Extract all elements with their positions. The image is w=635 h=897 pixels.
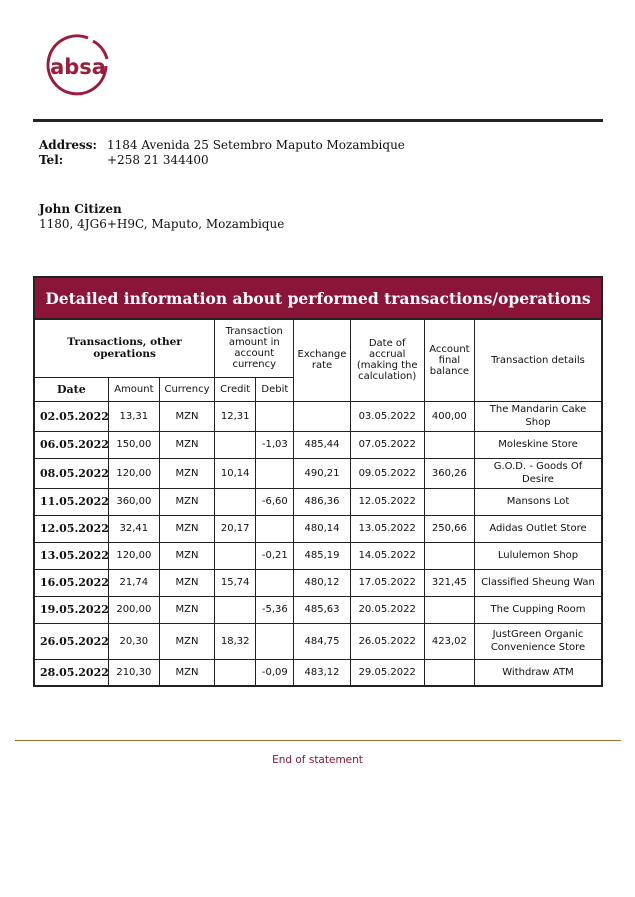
row-detail: The Cupping Room <box>475 596 603 623</box>
row-balance: 423,02 <box>424 623 474 659</box>
row-credit <box>215 431 256 458</box>
row-accrual-date: 29.05.2022 <box>350 659 424 686</box>
row-exchange-rate: 480,12 <box>294 569 350 596</box>
row-currency: MZN <box>159 401 214 431</box>
row-exchange-rate: 484,75 <box>294 623 350 659</box>
absa-logo-mark <box>44 32 112 100</box>
row-amount: 120,00 <box>108 458 159 488</box>
final-balance-header: Account final balance <box>424 319 474 401</box>
row-amount: 200,00 <box>108 596 159 623</box>
row-amount: 210,30 <box>108 659 159 686</box>
logo-wordmark: absa <box>50 55 106 79</box>
row-amount: 360,00 <box>108 488 159 515</box>
row-accrual-date: 12.05.2022 <box>350 488 424 515</box>
row-amount: 20,30 <box>108 623 159 659</box>
row-accrual-date: 07.05.2022 <box>350 431 424 458</box>
row-debit: -0,09 <box>256 659 294 686</box>
row-date: 06.05.2022 <box>34 431 108 458</box>
row-amount: 120,00 <box>108 542 159 569</box>
row-accrual-date: 09.05.2022 <box>350 458 424 488</box>
row-exchange-rate: 490,21 <box>294 458 350 488</box>
row-amount: 13,31 <box>108 401 159 431</box>
customer-info <box>39 202 284 232</box>
row-balance: 360,26 <box>424 458 474 488</box>
row-detail: Moleskine Store <box>475 431 603 458</box>
row-detail: Classified Sheung Wan <box>475 569 603 596</box>
bank-address: 1184 Avenida 25 Setembro Maputo Mozambique <box>107 138 405 152</box>
row-exchange-rate: 486,36 <box>294 488 350 515</box>
bank-phone: +258 21 344400 <box>107 153 209 167</box>
row-exchange-rate: 480,14 <box>294 515 350 542</box>
row-exchange-rate: 485,44 <box>294 431 350 458</box>
accrual-header: Date of accrual (making the calculation) <box>350 319 424 401</box>
table-row <box>34 515 602 542</box>
row-exchange-rate: 483,12 <box>294 659 350 686</box>
currency-header: Currency <box>159 377 214 401</box>
transactions-section <box>33 276 603 687</box>
row-date: 12.05.2022 <box>34 515 108 542</box>
row-date: 11.05.2022 <box>34 488 108 515</box>
row-accrual-date: 14.05.2022 <box>350 542 424 569</box>
row-detail: Lululemon Shop <box>475 542 603 569</box>
row-balance <box>424 659 474 686</box>
row-balance: 400,00 <box>424 401 474 431</box>
row-accrual-date: 13.05.2022 <box>350 515 424 542</box>
row-accrual-date: 17.05.2022 <box>350 569 424 596</box>
row-debit: -6,60 <box>256 488 294 515</box>
row-detail: G.O.D. - Goods Of Desire <box>475 458 603 488</box>
row-currency: MZN <box>159 515 214 542</box>
address-label: Address: <box>39 138 97 152</box>
customer-name: John Citizen <box>39 202 122 216</box>
row-currency: MZN <box>159 596 214 623</box>
row-debit: -0,21 <box>256 542 294 569</box>
row-amount: 150,00 <box>108 431 159 458</box>
debit-header: Debit <box>256 377 294 401</box>
row-date: 28.05.2022 <box>34 659 108 686</box>
row-currency: MZN <box>159 431 214 458</box>
row-exchange-rate: 485,19 <box>294 542 350 569</box>
txn-amount-header: Transaction amount in account currency <box>215 319 294 377</box>
transactions-body <box>34 401 602 686</box>
row-date: 08.05.2022 <box>34 458 108 488</box>
row-debit <box>256 401 294 431</box>
details-header: Transaction details <box>475 319 603 401</box>
row-currency: MZN <box>159 659 214 686</box>
row-credit: 20,17 <box>215 515 256 542</box>
table-row <box>34 596 602 623</box>
row-credit: 15,74 <box>215 569 256 596</box>
table-row <box>34 401 602 431</box>
table-row <box>34 431 602 458</box>
credit-header: Credit <box>215 377 256 401</box>
table-row <box>34 569 602 596</box>
table-row <box>34 542 602 569</box>
row-detail: Withdraw ATM <box>475 659 603 686</box>
row-currency: MZN <box>159 542 214 569</box>
row-detail: JustGreen Organic Convenience Store <box>475 623 603 659</box>
end-of-statement: End of statement <box>272 754 363 766</box>
row-date: 02.05.2022 <box>34 401 108 431</box>
row-credit: 12,31 <box>215 401 256 431</box>
row-detail: The Mandarin Cake Shop <box>475 401 603 431</box>
customer-address: 1180, 4JG6+H9C, Maputo, Mozambique <box>39 217 285 231</box>
tel-label: Tel: <box>39 153 64 167</box>
table-row <box>34 659 602 686</box>
header-divider <box>33 119 603 122</box>
table-row <box>34 488 602 515</box>
row-currency: MZN <box>159 623 214 659</box>
exchange-rate-header: Exchange rate <box>294 319 350 401</box>
row-detail: Mansons Lot <box>475 488 603 515</box>
row-credit <box>215 542 256 569</box>
row-date: 16.05.2022 <box>34 569 108 596</box>
row-accrual-date: 03.05.2022 <box>350 401 424 431</box>
amount-header: Amount <box>108 377 159 401</box>
row-detail: Adidas Outlet Store <box>475 515 603 542</box>
row-amount: 32,41 <box>108 515 159 542</box>
table-title: Detailed information about performed transactions/operations <box>33 276 603 318</box>
row-currency: MZN <box>159 569 214 596</box>
transactions-table <box>33 318 603 687</box>
date-header: Date <box>34 377 108 401</box>
row-currency: MZN <box>159 488 214 515</box>
row-debit <box>256 623 294 659</box>
row-date: 13.05.2022 <box>34 542 108 569</box>
row-debit <box>256 569 294 596</box>
row-debit: -5,36 <box>256 596 294 623</box>
row-debit: -1,03 <box>256 431 294 458</box>
row-credit <box>215 488 256 515</box>
row-debit <box>256 515 294 542</box>
row-credit <box>215 659 256 686</box>
row-balance <box>424 596 474 623</box>
row-amount: 21,74 <box>108 569 159 596</box>
ops-header: Transactions, other operations <box>34 319 215 377</box>
row-accrual-date: 20.05.2022 <box>350 596 424 623</box>
row-balance <box>424 488 474 515</box>
row-currency: MZN <box>159 458 214 488</box>
absa-logo <box>44 32 112 100</box>
row-balance <box>424 431 474 458</box>
row-exchange-rate <box>294 401 350 431</box>
bank-contact <box>39 138 405 168</box>
row-credit: 10,14 <box>215 458 256 488</box>
row-exchange-rate: 485,63 <box>294 596 350 623</box>
row-credit: 18,32 <box>215 623 256 659</box>
table-row <box>34 623 602 659</box>
row-credit <box>215 596 256 623</box>
row-balance: 250,66 <box>424 515 474 542</box>
row-date: 26.05.2022 <box>34 623 108 659</box>
row-debit <box>256 458 294 488</box>
row-balance: 321,45 <box>424 569 474 596</box>
footer-divider <box>15 740 621 741</box>
row-balance <box>424 542 474 569</box>
row-date: 19.05.2022 <box>34 596 108 623</box>
table-row <box>34 458 602 488</box>
row-accrual-date: 26.05.2022 <box>350 623 424 659</box>
